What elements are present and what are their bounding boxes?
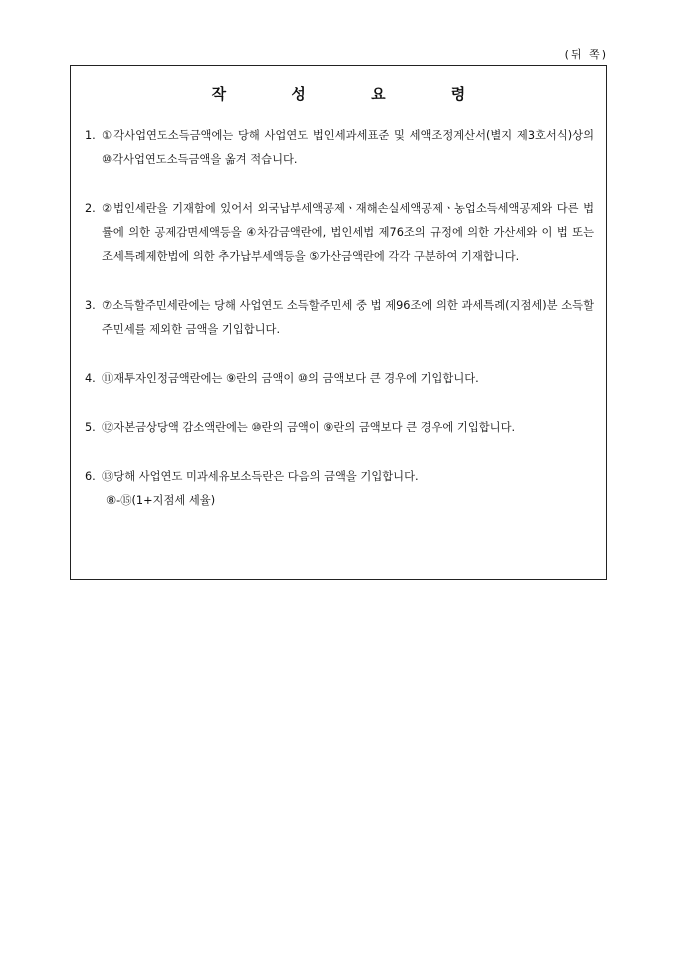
item-main-text: ⑬당해 사업연도 미과세유보소득란은 다음의 금액을 기입합니다. xyxy=(102,470,419,483)
item-text xyxy=(102,465,594,513)
instruction-list xyxy=(71,124,606,513)
instruction-item xyxy=(85,294,594,342)
instruction-item xyxy=(85,367,594,391)
page-title: 작 성 요 령 xyxy=(211,85,496,103)
item-number: 3. xyxy=(85,299,96,312)
item-number: 4. xyxy=(85,372,96,385)
instruction-item xyxy=(85,416,594,440)
instructions-box xyxy=(70,65,607,580)
item-text: ②법인세란을 기재함에 있어서 외국납부세액공제ㆍ재해손실세액공제ㆍ농업소득세액공제와 다른 법률에 의한 공제감면세액등을 ④차감금액란에, 법인세법 제76조의 규정에 의한 가산세와 이 법 또는 조세특례제한법에 의한 추가납부세액등을 ⑤가산금액란에 각각 구분하여 기재합니다. xyxy=(102,202,594,263)
instruction-item xyxy=(85,465,594,513)
item-text: ⑫자본금상당액 감소액란에는 ⑩란의 금액이 ⑨란의 금액보다 큰 경우에 기입합니다. xyxy=(102,421,516,434)
instruction-item xyxy=(85,197,594,269)
item-text: ⑦소득할주민세란에는 당해 사업연도 소득할주민세 중 법 제96조에 의한 과세특례(지점세)분 소득할 주민세를 제외한 금액을 기입합니다. xyxy=(102,299,594,336)
item-text: ⑪재투자인정금액란에는 ⑨란의 금액이 ⑩의 금액보다 큰 경우에 기입합니다. xyxy=(102,372,479,385)
item-number: 1. xyxy=(85,129,96,142)
page-side-label: (뒤 쪽) xyxy=(564,48,608,61)
item-text: ①각사업연도소득금액에는 당해 사업연도 법인세과세표준 및 세액조정계산서(별지 제3호서식)상의 ⑩각사업연도소득금액을 옮겨 적습니다. xyxy=(102,129,594,166)
item-number: 2. xyxy=(85,202,96,215)
item-number: 6. xyxy=(85,470,96,483)
instruction-item xyxy=(85,124,594,172)
formula-text: ⑧-⑮(1+지점세 세율) xyxy=(106,494,216,507)
item-number: 5. xyxy=(85,421,96,434)
